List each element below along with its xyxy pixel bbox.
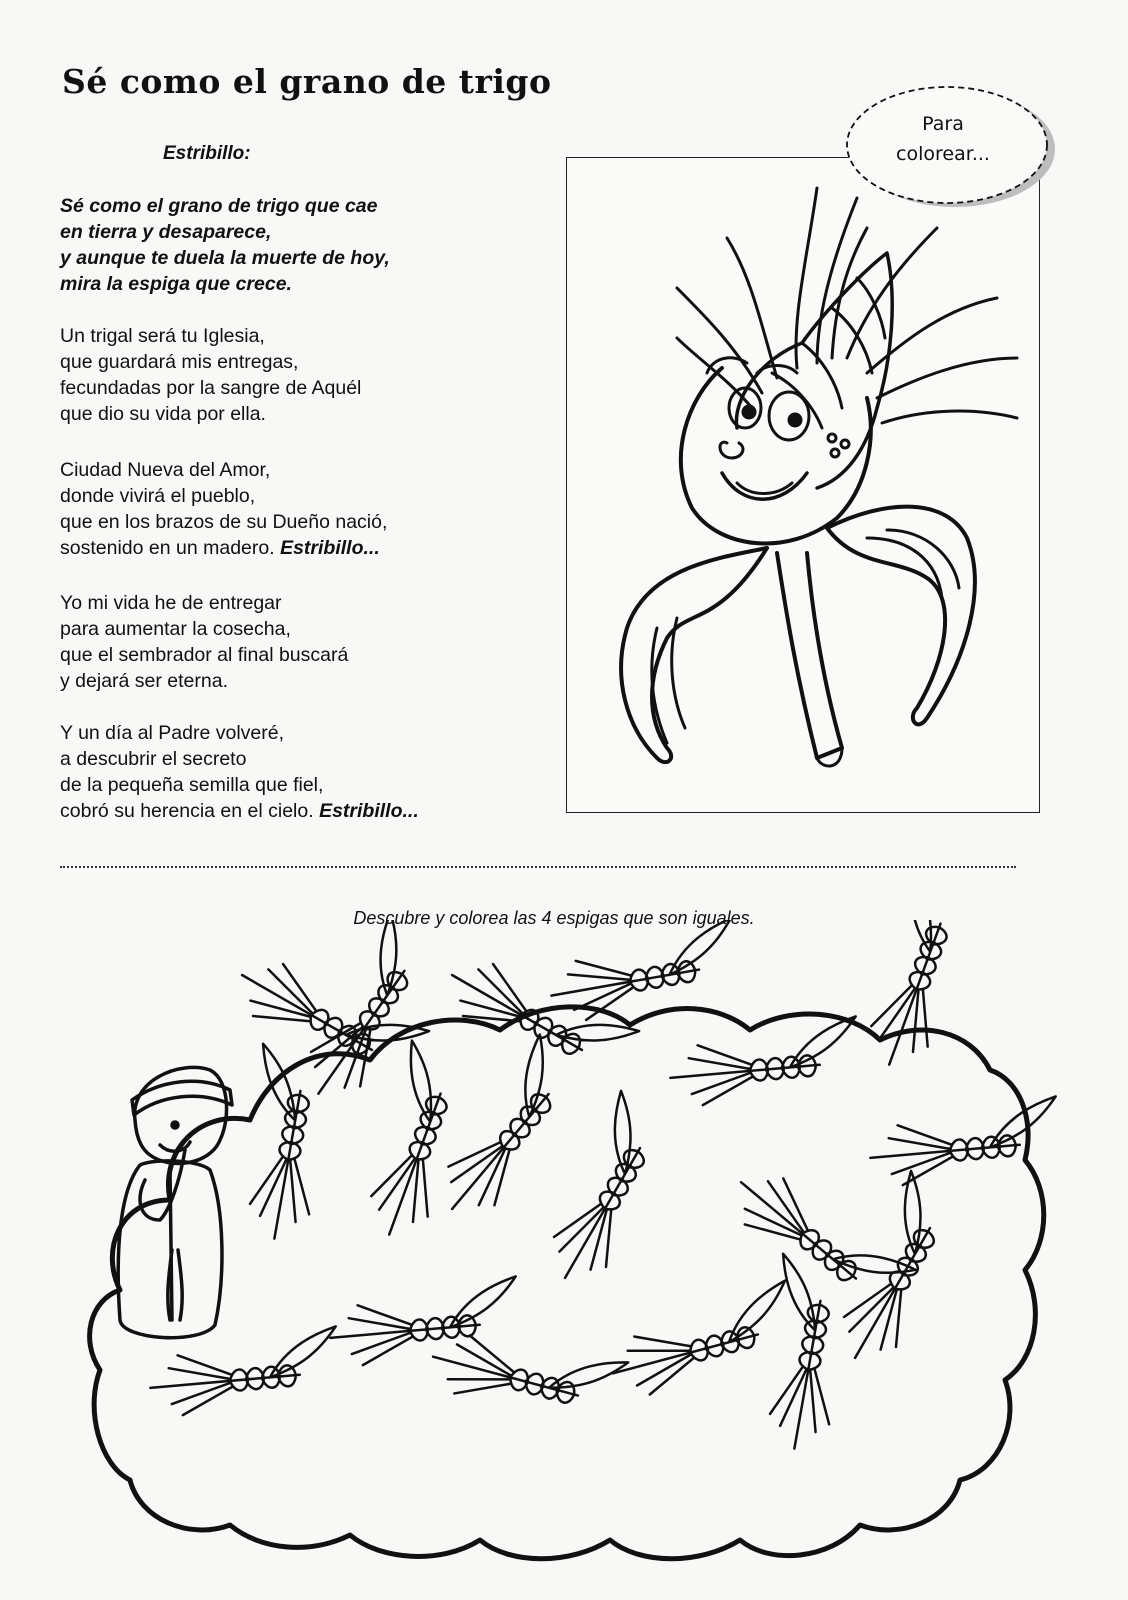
lyric-line [60, 798, 419, 824]
wheat-sprig [722, 1148, 916, 1328]
wheat-sprig [750, 1254, 857, 1454]
lyric-line: Yo mi vida he de entregar [60, 592, 282, 614]
wheat-sprig [666, 1016, 862, 1107]
wheat-sprig [347, 1041, 482, 1245]
wheat-sprig [847, 920, 982, 1075]
wheat-character-illustration [567, 158, 1039, 812]
lyric-text: sostenido en un madero. [60, 537, 275, 559]
lyric-line: Ciudad Nueva del Amor, [60, 459, 271, 481]
refrain-tag: Estribillo... [280, 537, 380, 559]
lyric-line: Y un día al Padre volveré, [60, 722, 285, 744]
lyric-line: Un trigal será tu Iglesia, [60, 325, 265, 347]
lyric-line: y aunque te duela la muerte de hoy, [60, 247, 390, 269]
stanza-1 [60, 323, 361, 427]
wheat-sprig [425, 1313, 628, 1435]
lyric-text: cobró su herencia en el cielo. [60, 800, 314, 822]
lyric-line: que guardará mis entregas, [60, 351, 299, 373]
lyric-line: a descubrir el secreto [60, 748, 247, 770]
wheat-field-illustration [60, 920, 1070, 1580]
bubble-line: colorear... [896, 143, 990, 165]
wheat-sprig [526, 1091, 686, 1293]
refrain-stanza [60, 193, 390, 297]
lyric-line: que el sembrador al final buscará [60, 644, 349, 666]
wheat-sprig [146, 1326, 342, 1417]
section-divider [60, 866, 1016, 868]
lyric-line: para aumentar la cosecha, [60, 618, 291, 640]
wheat-sprig [437, 936, 639, 1096]
lyric-line: de la pequeña semilla que fiel, [60, 774, 324, 796]
refrain-tag: Estribillo... [319, 800, 419, 822]
lyric-line: fecundadas por la sangre de Aquél [60, 377, 362, 399]
lyric-line: mira la espiga que crece. [60, 273, 292, 295]
stanza-3 [60, 590, 348, 694]
refrain-label: Estribillo: [163, 143, 251, 164]
stanza-4 [60, 720, 419, 824]
page-title: Sé como el grano de trigo [62, 62, 552, 101]
lyric-line: y dejará ser eterna. [60, 670, 229, 692]
activity-instruction: Descubre y colorea las 4 espigas que son iguales. [353, 908, 755, 928]
wheat-sprig [230, 1044, 337, 1244]
lyric-line: que dio su vida por ella. [60, 403, 266, 425]
lyric-line: donde vivirá el pueblo, [60, 485, 256, 507]
stanza-2 [60, 457, 387, 561]
wheat-sprig [816, 1171, 976, 1373]
lyric-line: Sé como el grano de trigo que cae [60, 195, 378, 217]
wheat-sprig [418, 1034, 598, 1228]
wheat-sprig [227, 936, 429, 1096]
bubble-line: Para [922, 113, 964, 135]
lyric-line [60, 535, 387, 561]
lyric-line: en tierra y desaparece, [60, 221, 272, 243]
boy-figure [118, 1067, 232, 1337]
lyric-line: que en los brazos de su Dueño nació, [60, 511, 388, 533]
wheat-field-activity [60, 920, 1070, 1580]
bubble-text [843, 109, 1043, 169]
wheat-sprig [601, 1281, 804, 1403]
coloring-frame [566, 157, 1040, 813]
